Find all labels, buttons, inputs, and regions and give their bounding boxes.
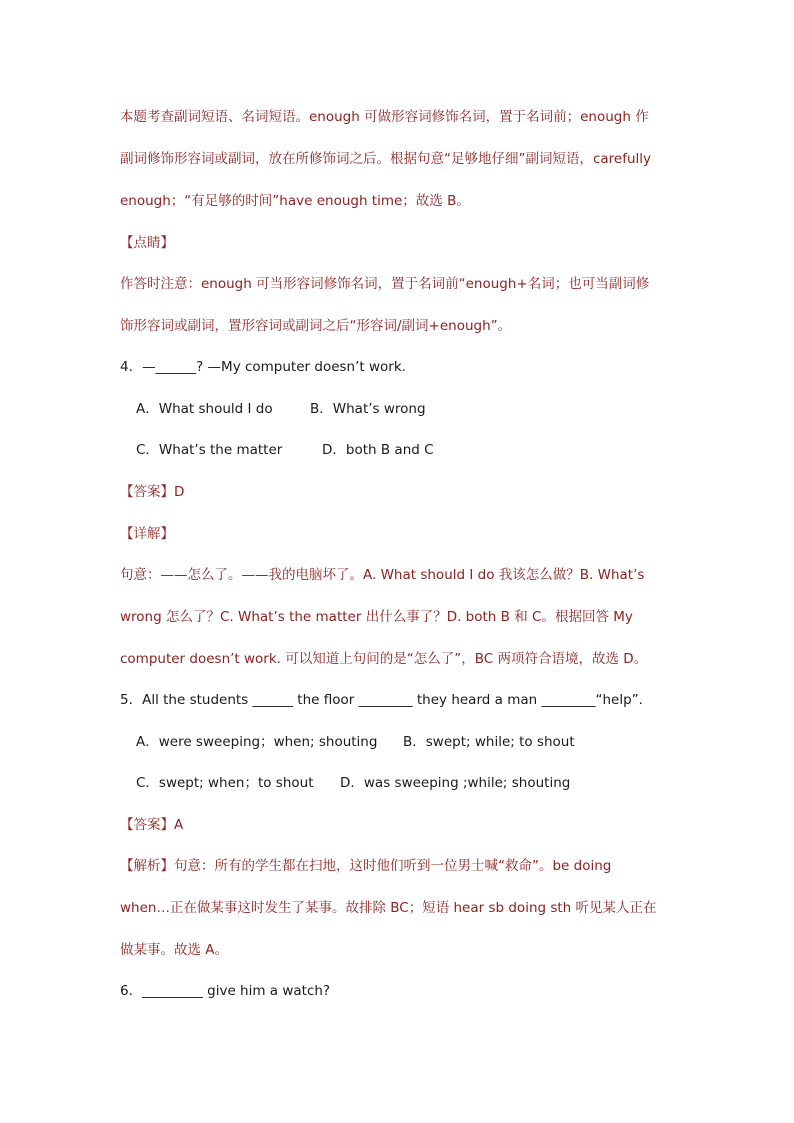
detail-text: A. What should I do: [363, 567, 495, 583]
detail-text: 我该怎么做？: [494, 567, 580, 583]
q5-option-d: D．was sweeping ;while; shouting: [340, 775, 571, 791]
question-5-stem: 5．All the students ______ the floor ________ they heard a man ________“help”.: [120, 692, 643, 708]
answer-value: A: [174, 817, 184, 833]
analysis-text: 句意：所有的学生都在扫地，这时他们听到一位男士喊“救命”。be doing: [174, 858, 612, 874]
detail-text: computer doesn’t work.: [120, 651, 281, 667]
q4-option-b: B．What’s wrong: [310, 401, 426, 417]
q5-analysis-line-2: when…正在做某事这时发生了某事。故排除 BC；短语 hear sb doing sth 听见某人正在: [120, 900, 657, 916]
q5-answer: [120, 816, 183, 834]
q5-option-a: A．were sweeping；when; shouting: [136, 734, 378, 750]
detail-text: My: [613, 609, 633, 625]
detail-text: D: [623, 651, 634, 667]
analysis-line-2: [120, 150, 651, 168]
q4-option-c: C．What’s the matter: [136, 442, 283, 458]
detail-text: 。根据回答: [541, 609, 614, 625]
answer-label: 【答案】: [120, 817, 174, 833]
analysis-line-1: [120, 108, 649, 126]
analysis-text: 做某事。故选: [120, 942, 206, 958]
tip-line-1: 作答时注意：enough 可当形容词修饰名词，置于名词前“enough+名词；也可当副词修: [120, 276, 650, 292]
analysis-text: 。: [214, 942, 229, 958]
question-6-stem: 6．_________ give him a watch?: [120, 983, 331, 999]
tip-line-2: 饰形容词或副词，置形容词或副词之后“形容词/副词+enough”。: [120, 318, 512, 334]
detail-text: 。: [633, 651, 648, 667]
analysis-line-3: enough；“有足够的时间”have enough time；故选 B。: [120, 193, 470, 209]
tip-label: 【点睛】: [120, 235, 174, 251]
analysis-text: 副词修饰形容词或副词，放在所修饰词之后。根据句意: [120, 151, 444, 167]
q5-analysis-line-3: [120, 941, 228, 959]
analysis-text: enough 可做形容词修饰名词，置于名词前；enough 作: [309, 109, 649, 125]
detail-text: 可以知道上句问的是“怎么了”，BC 两项符合语境，故选: [280, 651, 624, 667]
q5-option-b: B．swept; while; to shout: [403, 734, 575, 750]
detail-text: D. both B: [446, 609, 510, 625]
detail-text: 怎么了？: [161, 609, 220, 625]
question-4-stem: 4．—______? —My computer doesn’t work.: [120, 359, 406, 375]
q4-detail-line-3: [120, 650, 647, 668]
q5-option-c: C．swept; when；to shout: [136, 775, 314, 791]
q4-detail-label: 【详解】: [120, 526, 174, 542]
answer-label: 【答案】: [120, 484, 174, 500]
analysis-text: A: [205, 942, 215, 958]
detail-text: 出什么事了？: [361, 609, 447, 625]
analysis-label: 【解析】: [120, 858, 174, 874]
q4-option-d: D．both B and C: [322, 442, 434, 458]
analysis-text: “足够地仔细”副词短语，carefully: [444, 151, 652, 167]
answer-value: D: [174, 484, 185, 500]
q5-analysis-line-1: [120, 857, 611, 875]
q4-detail-line-1: [120, 566, 644, 584]
detail-text: C: [532, 609, 542, 625]
analysis-text: 本题考查副词短语、名词短语。: [120, 109, 309, 125]
q4-answer: [120, 483, 184, 501]
q4-detail-line-2: [120, 608, 633, 626]
detail-text: C. What’s the matter: [219, 609, 362, 625]
detail-text: 和: [509, 609, 533, 625]
q4-option-a: A．What should I do: [136, 401, 273, 417]
detail-text: B. What’s: [579, 567, 645, 583]
detail-text: 句意：——怎么了。——我的电脑坏了。: [120, 567, 363, 583]
detail-text: wrong: [120, 609, 162, 625]
